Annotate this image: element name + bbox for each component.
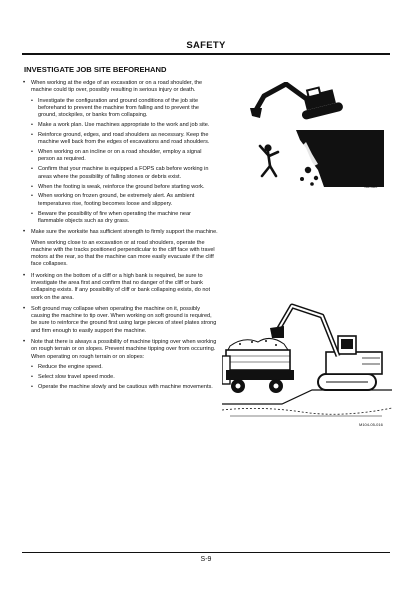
- page-number: S-9: [200, 556, 212, 563]
- sub-bullet: • Make a work plan. Use machines appropriate to the work and job site.: [31, 122, 218, 129]
- bullet-soft-ground: [22, 306, 218, 335]
- bullet-text: • Make sure the worksite has sufficient strength to firmly support the machine.: [31, 229, 218, 236]
- figure-caption: SA-380: [364, 184, 378, 189]
- excavator-edge-collapse-illustration: [246, 82, 384, 187]
- bullet-text: • When working at the edge of an excavation or on a road shoulder, the machine could tip over, possibly resulting in serious injury or death.: [31, 80, 203, 94]
- footer-rule: [22, 552, 390, 553]
- bullet-text: • Soft ground may collapse when operating the machine on it, possibly causing the machine to tip over. When working on soft ground is required, be sure to reinforce the ground first using large pieces of steel plates strong and firm enough to easily support the machine.: [31, 305, 217, 334]
- sub-bullet-list: [31, 364, 218, 391]
- sub-bullet: • When the footing is weak, reinforce the ground before starting work.: [31, 184, 218, 191]
- sub-bullet: • When working on frozen ground, be extremely alert. As ambient temperatures rise, footing becomes loose and slippery.: [31, 193, 218, 208]
- excavator-loading-truck-illustration: [222, 300, 392, 418]
- sub-bullet: • Reduce the engine speed.: [31, 364, 218, 371]
- sub-bullet: • Confirm that your machine is equipped a FOPS cab before working in areas where the possibility of falling stones or debris exist.: [31, 166, 218, 181]
- bullet-text: • Note that there is always a possibility of machine tipping over when working on rough terrain or on slopes. Prevent machine tipping over from occurring. When operating on rough terrain or on slopes:: [31, 339, 217, 360]
- figure-caption: M104-05-016: [359, 422, 383, 427]
- page-header-title: SAFETY: [186, 40, 226, 51]
- bullet-edge-of-excavation: [22, 80, 218, 225]
- bullet-text: • If working on the bottom of a cliff or a high bank is required, be sure to investigate the area first and confirm that no danger of the cliff or bank collapsing exists. If any possibility of cliff or bank collapsing exists, do not work on the area.: [31, 272, 211, 301]
- sub-bullet: • Investigate the configuration and ground conditions of the job site beforehand to prevent the machine from falling and to prevent the ground, stockpiles, or banks from collapsing.: [31, 98, 218, 120]
- sub-bullet: • When working on an incline or on a road shoulder, employ a signal person as required.: [31, 149, 218, 164]
- body-text-column: [22, 80, 218, 395]
- sub-bullet: • Select slow travel speed mode.: [31, 374, 218, 381]
- bullet-cliff-bottom: [22, 273, 218, 302]
- sub-bullet: • Beware the possibility of fire when operating the machine near flammable objects such as dry grass.: [31, 211, 218, 226]
- sub-bullet-list: [31, 98, 218, 226]
- bullet-tipping-over: [22, 339, 218, 391]
- bullet-paragraph: When working close to an excavation or at road shoulders, operate the machine with the tracks positioned perpendicular to the cliff face with travel motors at the rear, so that the machine can more easily evacuate if the cliff face collapses.: [31, 239, 215, 268]
- bullet-worksite-strength: [22, 229, 218, 268]
- sub-bullet: • Reinforce ground, edges, and road shoulders as necessary. Keep the machine well back from the edges of excavations and road shoulders.: [31, 132, 218, 147]
- header-rule: [22, 53, 390, 55]
- section-title: INVESTIGATE JOB SITE BEFOREHAND: [24, 65, 167, 74]
- sub-bullet: • Operate the machine slowly and be cautious with machine movements.: [31, 384, 218, 391]
